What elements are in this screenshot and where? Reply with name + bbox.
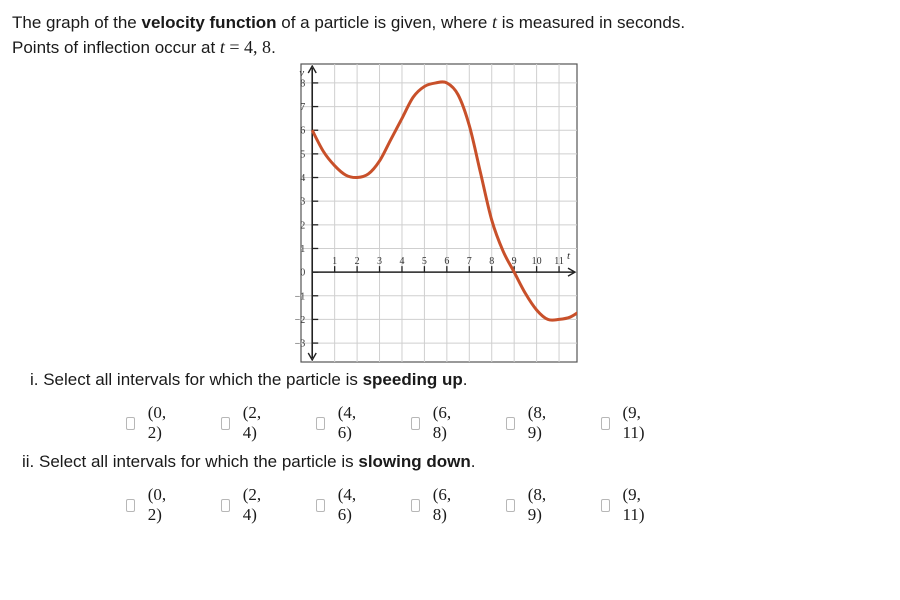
option-q1-0[interactable] bbox=[126, 403, 170, 443]
x-tick-label: 7 bbox=[466, 256, 472, 268]
velocity-graph bbox=[270, 60, 590, 370]
inflection-values: = 4, 8 bbox=[224, 37, 272, 57]
checkbox[interactable] bbox=[126, 499, 135, 512]
question-ii: ii. Select all intervals for which the particle is slowing down. bbox=[22, 452, 476, 471]
x-tick-label: 11 bbox=[554, 256, 564, 268]
y-tick-label: 6 bbox=[300, 125, 306, 137]
y-tick-label: −3 bbox=[294, 338, 306, 350]
checkbox[interactable] bbox=[316, 499, 325, 512]
option-q1-5[interactable] bbox=[601, 403, 649, 443]
option-q2-4[interactable] bbox=[506, 485, 550, 525]
option-label: (9, 11) bbox=[622, 403, 645, 442]
option-q1-1[interactable] bbox=[221, 403, 265, 443]
x-tick-label: 8 bbox=[489, 256, 495, 268]
option-label: (4, 6) bbox=[337, 485, 357, 524]
checkbox[interactable] bbox=[126, 417, 135, 430]
option-label: (0, 2) bbox=[147, 485, 167, 524]
time-variable: t bbox=[492, 12, 498, 32]
option-label: (6, 8) bbox=[432, 485, 452, 524]
x-tick-label: 2 bbox=[354, 256, 360, 268]
option-q1-4[interactable] bbox=[506, 403, 550, 443]
slowing-down-term: slowing down bbox=[358, 452, 471, 471]
option-q1-2[interactable] bbox=[316, 403, 360, 443]
option-q2-1[interactable] bbox=[221, 485, 265, 525]
y-axis-label: v bbox=[299, 67, 305, 79]
option-label: (2, 4) bbox=[242, 403, 262, 442]
option-label: (0, 2) bbox=[147, 403, 167, 442]
option-q2-5[interactable] bbox=[601, 485, 649, 525]
x-tick-label: 9 bbox=[511, 256, 517, 268]
y-tick-label: 2 bbox=[300, 220, 306, 232]
x-tick-label: 3 bbox=[377, 256, 383, 268]
plot-frame bbox=[301, 64, 577, 362]
y-tick-label: 8 bbox=[300, 78, 306, 90]
option-label: (4, 6) bbox=[337, 403, 357, 442]
y-tick-label: 4 bbox=[300, 173, 306, 185]
option-q1-3[interactable] bbox=[411, 403, 455, 443]
x-tick-label: 4 bbox=[399, 256, 405, 268]
prompt-line-1: The graph of the velocity function of a particle is given, where t is measured in seconds. bbox=[12, 12, 686, 32]
checkbox[interactable] bbox=[316, 417, 325, 430]
checkbox[interactable] bbox=[411, 417, 420, 430]
x-axis-label: t bbox=[567, 250, 571, 263]
checkbox[interactable] bbox=[221, 417, 230, 430]
y-tick-label: −2 bbox=[294, 314, 306, 326]
y-tick-label: −1 bbox=[294, 291, 306, 303]
checkbox[interactable] bbox=[601, 417, 610, 430]
y-tick-label: 7 bbox=[300, 102, 306, 114]
question-prompt bbox=[12, 10, 685, 60]
option-label: (8, 9) bbox=[527, 485, 547, 524]
y-tick-label: 0 bbox=[300, 267, 306, 279]
option-q2-3[interactable] bbox=[411, 485, 455, 525]
question-i: i. Select all intervals for which the particle is speeding up. bbox=[30, 370, 468, 389]
x-tick-label: 1 bbox=[332, 256, 338, 268]
checkbox[interactable] bbox=[221, 499, 230, 512]
velocity-function-term: velocity function bbox=[141, 13, 277, 32]
speeding-up-term: speeding up bbox=[362, 370, 463, 389]
option-label: (8, 9) bbox=[527, 403, 547, 442]
x-tick-label: 10 bbox=[531, 256, 542, 268]
checkbox[interactable] bbox=[411, 499, 420, 512]
x-tick-label: 5 bbox=[421, 256, 427, 268]
y-tick-label: 5 bbox=[300, 149, 306, 161]
checkbox[interactable] bbox=[506, 417, 515, 430]
option-label: (6, 8) bbox=[432, 403, 452, 442]
x-tick-label: 6 bbox=[444, 256, 450, 268]
y-tick-label: 3 bbox=[300, 196, 306, 208]
checkbox[interactable] bbox=[506, 499, 515, 512]
y-tick-label: 1 bbox=[300, 243, 306, 255]
checkbox[interactable] bbox=[601, 499, 610, 512]
prompt-line-2: Points of inflection occur at t = 4, 8. bbox=[12, 37, 276, 57]
option-label: (2, 4) bbox=[242, 485, 262, 524]
option-q2-0[interactable] bbox=[126, 485, 170, 525]
inflection-variable: t bbox=[219, 37, 225, 57]
option-label: (9, 11) bbox=[622, 485, 645, 524]
option-q2-2[interactable] bbox=[316, 485, 360, 525]
